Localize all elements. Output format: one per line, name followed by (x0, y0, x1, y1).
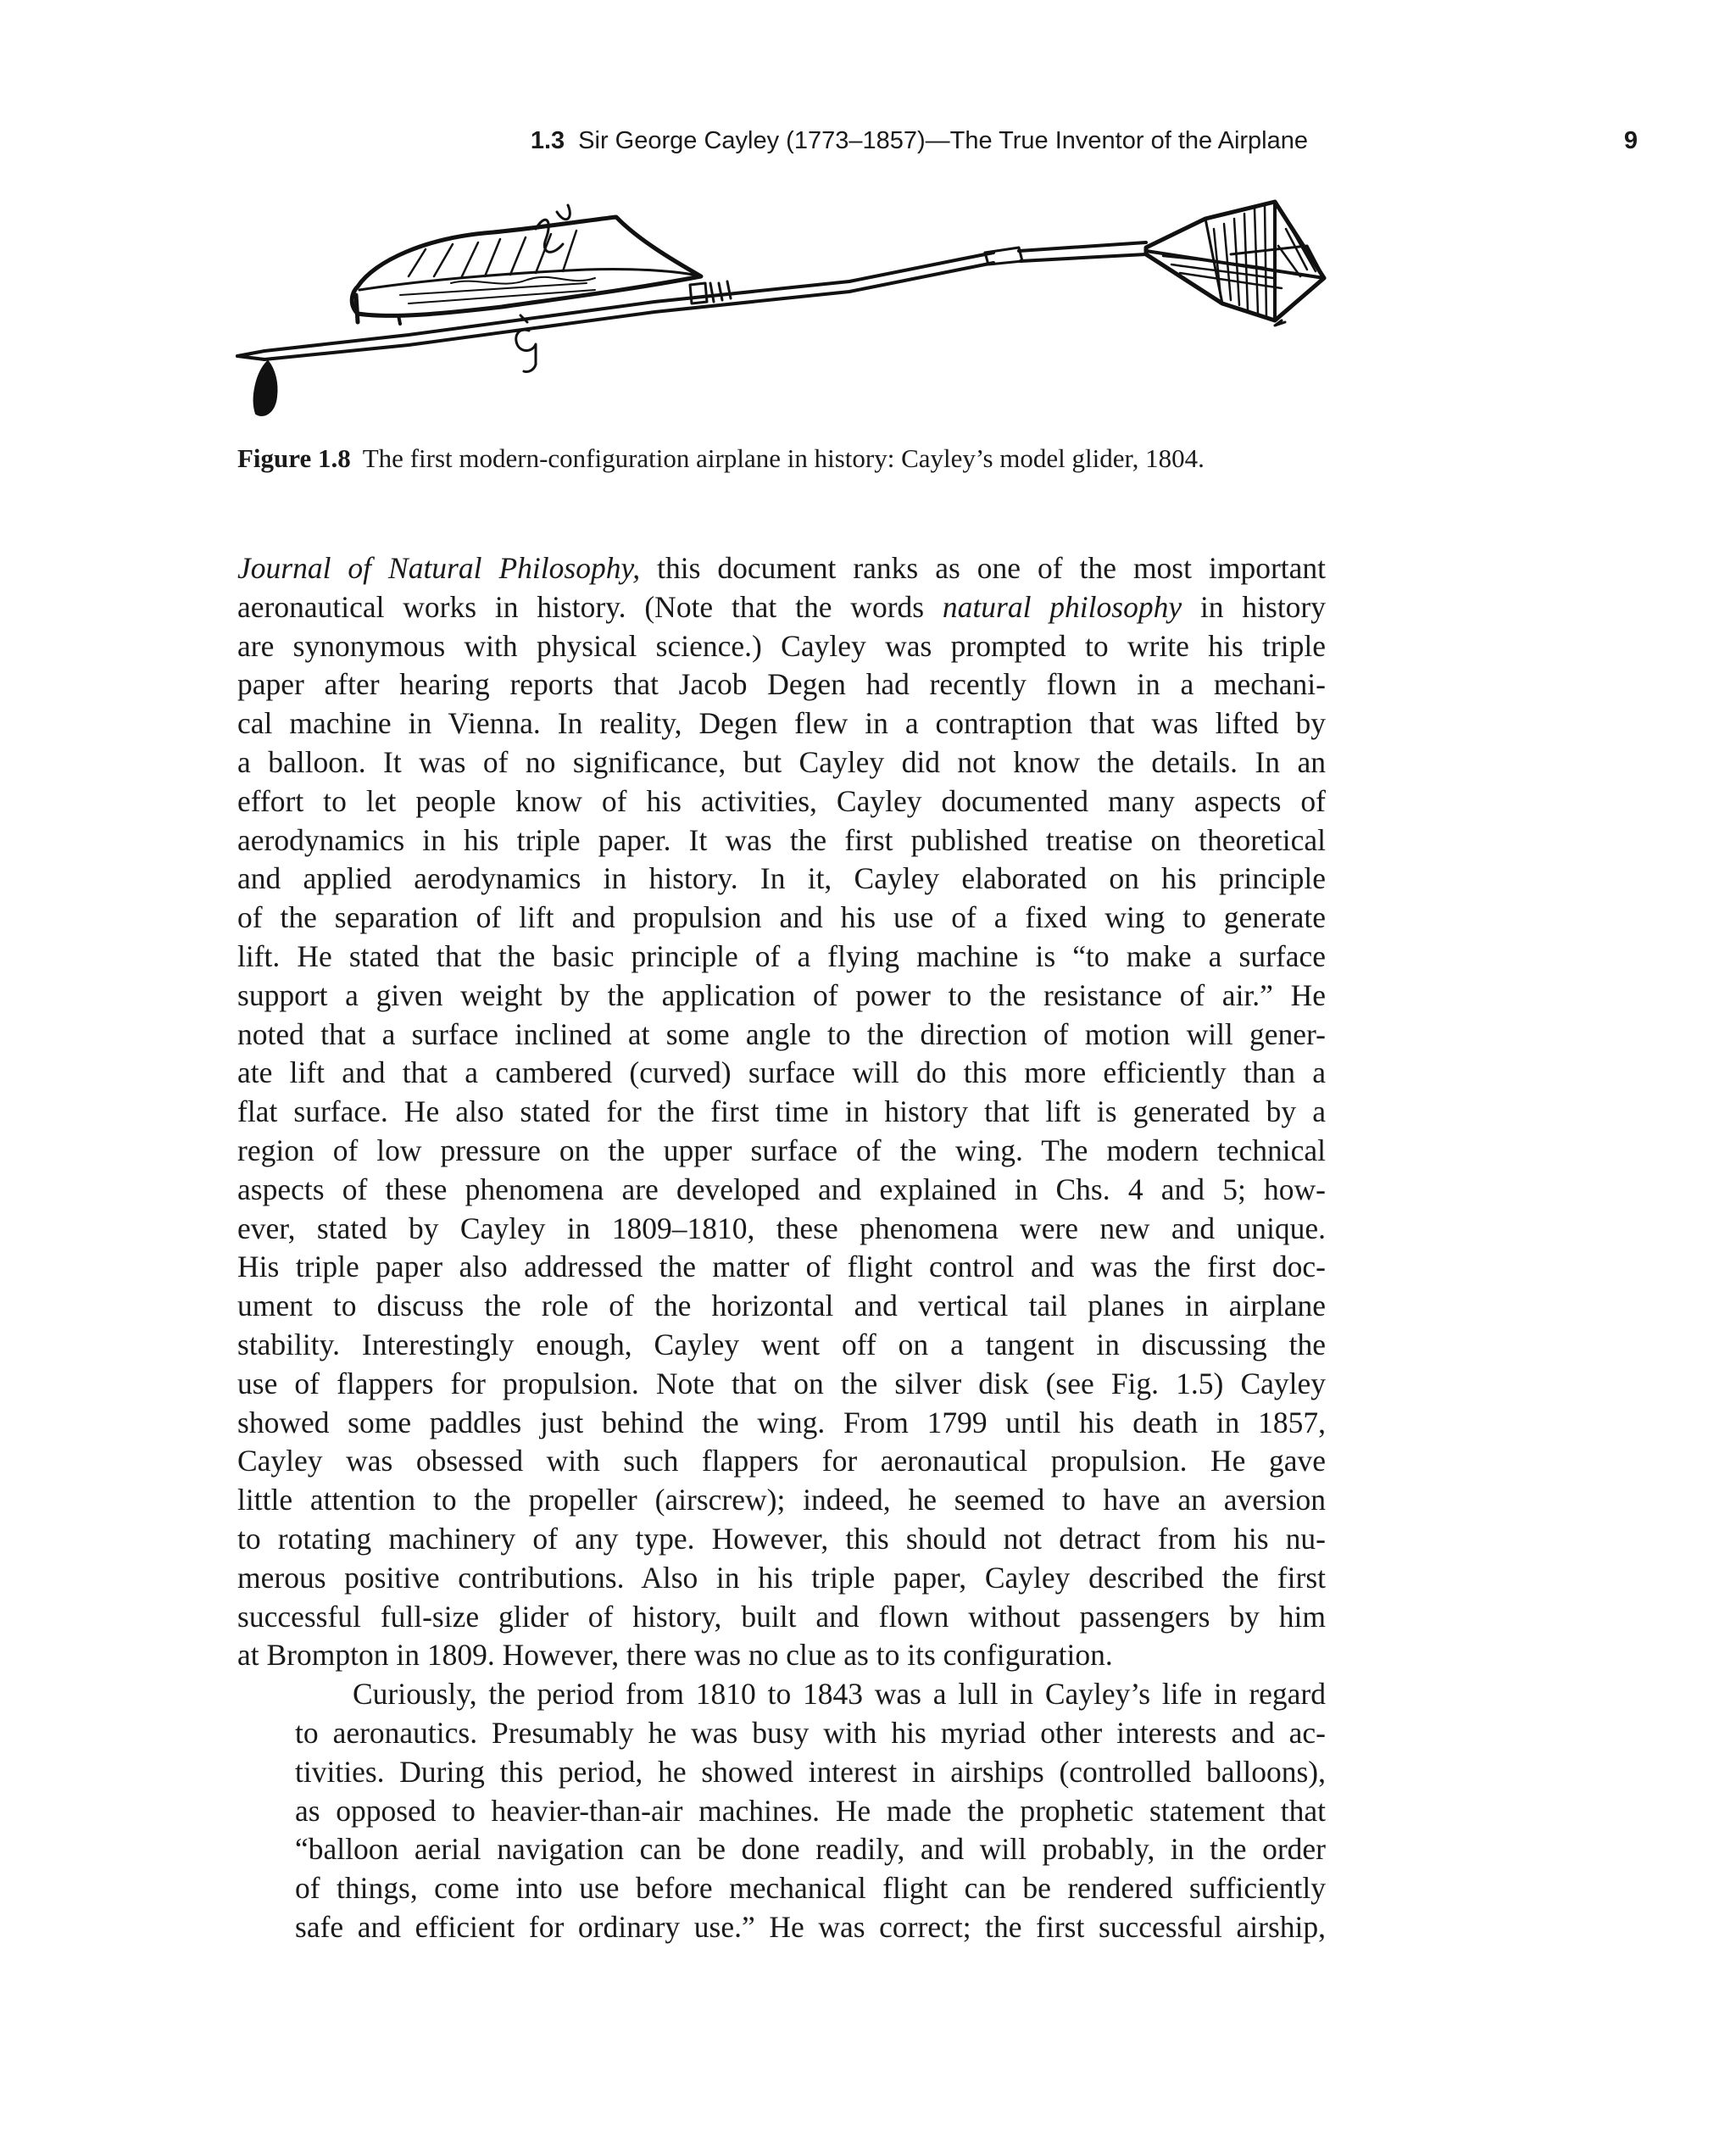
running-head-section (531, 124, 1308, 158)
paragraph-line: of things, come into use before mechanical flight can be rendered sufficiently (295, 1871, 1326, 1906)
paragraph-line: use of flappers for propulsion. Note that on the silver disk (see Fig. 1.5) Cayley (237, 1366, 1326, 1400)
paragraph-line: of the separation of lift and propulsion and his use of a fixed wing to generate (237, 900, 1326, 935)
paragraph-line: noted that a surface inclined at some angle to the direction of motion will gener- (237, 1016, 1326, 1051)
paragraph-line: cal machine in Vienna. In reality, Degen flew in a contraption that was lifted by (237, 706, 1326, 741)
glider-sketch-illustration (231, 195, 1333, 424)
paragraph-line: aerodynamics in his triple paper. It was the first published treatise on theoretical (237, 822, 1326, 857)
running-head (237, 124, 1638, 158)
paragraph-line: safe and efficient for ordinary use.” He was correct; the first successful airship, (295, 1909, 1326, 1944)
paragraph-line: lift. He stated that the basic principle of a flying machine is “to make a surface (237, 938, 1326, 973)
paragraph-line: Journal of Natural Philosophy, this document ranks as one of the most important (237, 551, 1326, 585)
paragraph-line: region of low pressure on the upper surface of the wing. The modern technical (237, 1133, 1326, 1167)
paragraph-line: aeronautical works in history. (Note that the words natural philosophy in history (237, 589, 1327, 624)
paragraph-line: to aeronautics. Presumably he was busy with his myriad other interests and ac- (295, 1715, 1326, 1750)
paragraph-line: stability. Interestingly enough, Cayley went off on a tangent in discussing the (237, 1327, 1326, 1361)
paragraph-line: to rotating machinery of any type. However, this should not detract from his nu- (237, 1521, 1326, 1556)
paragraph-line: paper after hearing reports that Jacob Degen had recently flown in a mechani- (237, 667, 1326, 702)
emphasis-term: natural philosophy (942, 589, 1182, 624)
paragraph-line: Cayley was obsessed with such flappers for aeronautical propulsion. He gave (237, 1444, 1326, 1478)
body-text (237, 549, 1326, 1947)
page-number: 9 (1623, 127, 1638, 154)
section-number: 1.3 (530, 127, 565, 154)
figure-label: Figure 1.8 (237, 443, 351, 473)
paragraph-line: effort to let people know of his activities, Cayley documented many aspects of (237, 783, 1326, 818)
paragraph-line: are synonymous with physical science.) Cayley was prompted to write his triple (237, 628, 1326, 663)
paragraph-line: a balloon. It was of no significance, but Cayley did not know the details. In an (237, 744, 1326, 779)
paragraph-line: flat surface. He also stated for the first time in history that lift is generated by a (237, 1094, 1326, 1129)
journal-title: Journal of Natural Philosophy, (237, 551, 641, 585)
paragraph-line: merous positive contributions. Also in his triple paper, Cayley described the first (237, 1560, 1326, 1595)
paragraph-line: ate lift and that a cambered (curved) surface will do this more efficiently than a (237, 1055, 1326, 1090)
paragraph-line: little attention to the propeller (airscrew); indeed, he seemed to have an aversion (237, 1483, 1326, 1517)
paragraph-line: aspects of these phenomena are developed and explained in Chs. 4 and 5; how- (237, 1172, 1326, 1206)
paragraph-line: and applied aerodynamics in history. In it, Cayley elaborated on his principle (237, 861, 1326, 896)
paragraph-1 (237, 549, 1326, 1675)
paragraph-line: “balloon aerial navigation can be done readily, and will probably, in the order (295, 1832, 1326, 1867)
paragraph-line: tivities. During this period, he showed interest in airships (controlled balloons), (295, 1754, 1326, 1789)
paragraph-2 (237, 1675, 1326, 1947)
paragraph-line: His triple paper also addressed the matter of flight control and was the first doc- (237, 1250, 1326, 1284)
paragraph-line: as opposed to heavier-than-air machines. He made the prophetic statement that (295, 1793, 1326, 1828)
paragraph-line: ever, stated by Cayley in 1809–1810, these phenomena were new and unique. (237, 1211, 1326, 1245)
section-title: Sir George Cayley (1773–1857)—The True Inventor of the Airplane (578, 127, 1308, 154)
paragraph-line: showed some paddles just behind the wing. From 1799 until his death in 1857, (237, 1405, 1326, 1439)
figure-caption-text: The first modern-configuration airplane in history: Cayley’s model glider, 1804. (362, 443, 1205, 473)
figure-caption (237, 442, 1331, 476)
paragraph-line: successful full-size glider of history, built and flown without passengers by him (237, 1599, 1326, 1634)
figure-glider-sketch (231, 195, 1333, 424)
paragraph-line: ument to discuss the role of the horizontal and vertical tail planes in airplane (237, 1289, 1326, 1323)
paragraph-line: Curiously, the period from 1810 to 1843 was a lull in Cayley’s life in regard (353, 1677, 1326, 1712)
paragraph-line: support a given weight by the application of power to the resistance of air.” He (237, 977, 1326, 1012)
paragraph-line: at Brompton in 1809. However, there was no clue as to its configuration. (237, 1638, 1113, 1673)
